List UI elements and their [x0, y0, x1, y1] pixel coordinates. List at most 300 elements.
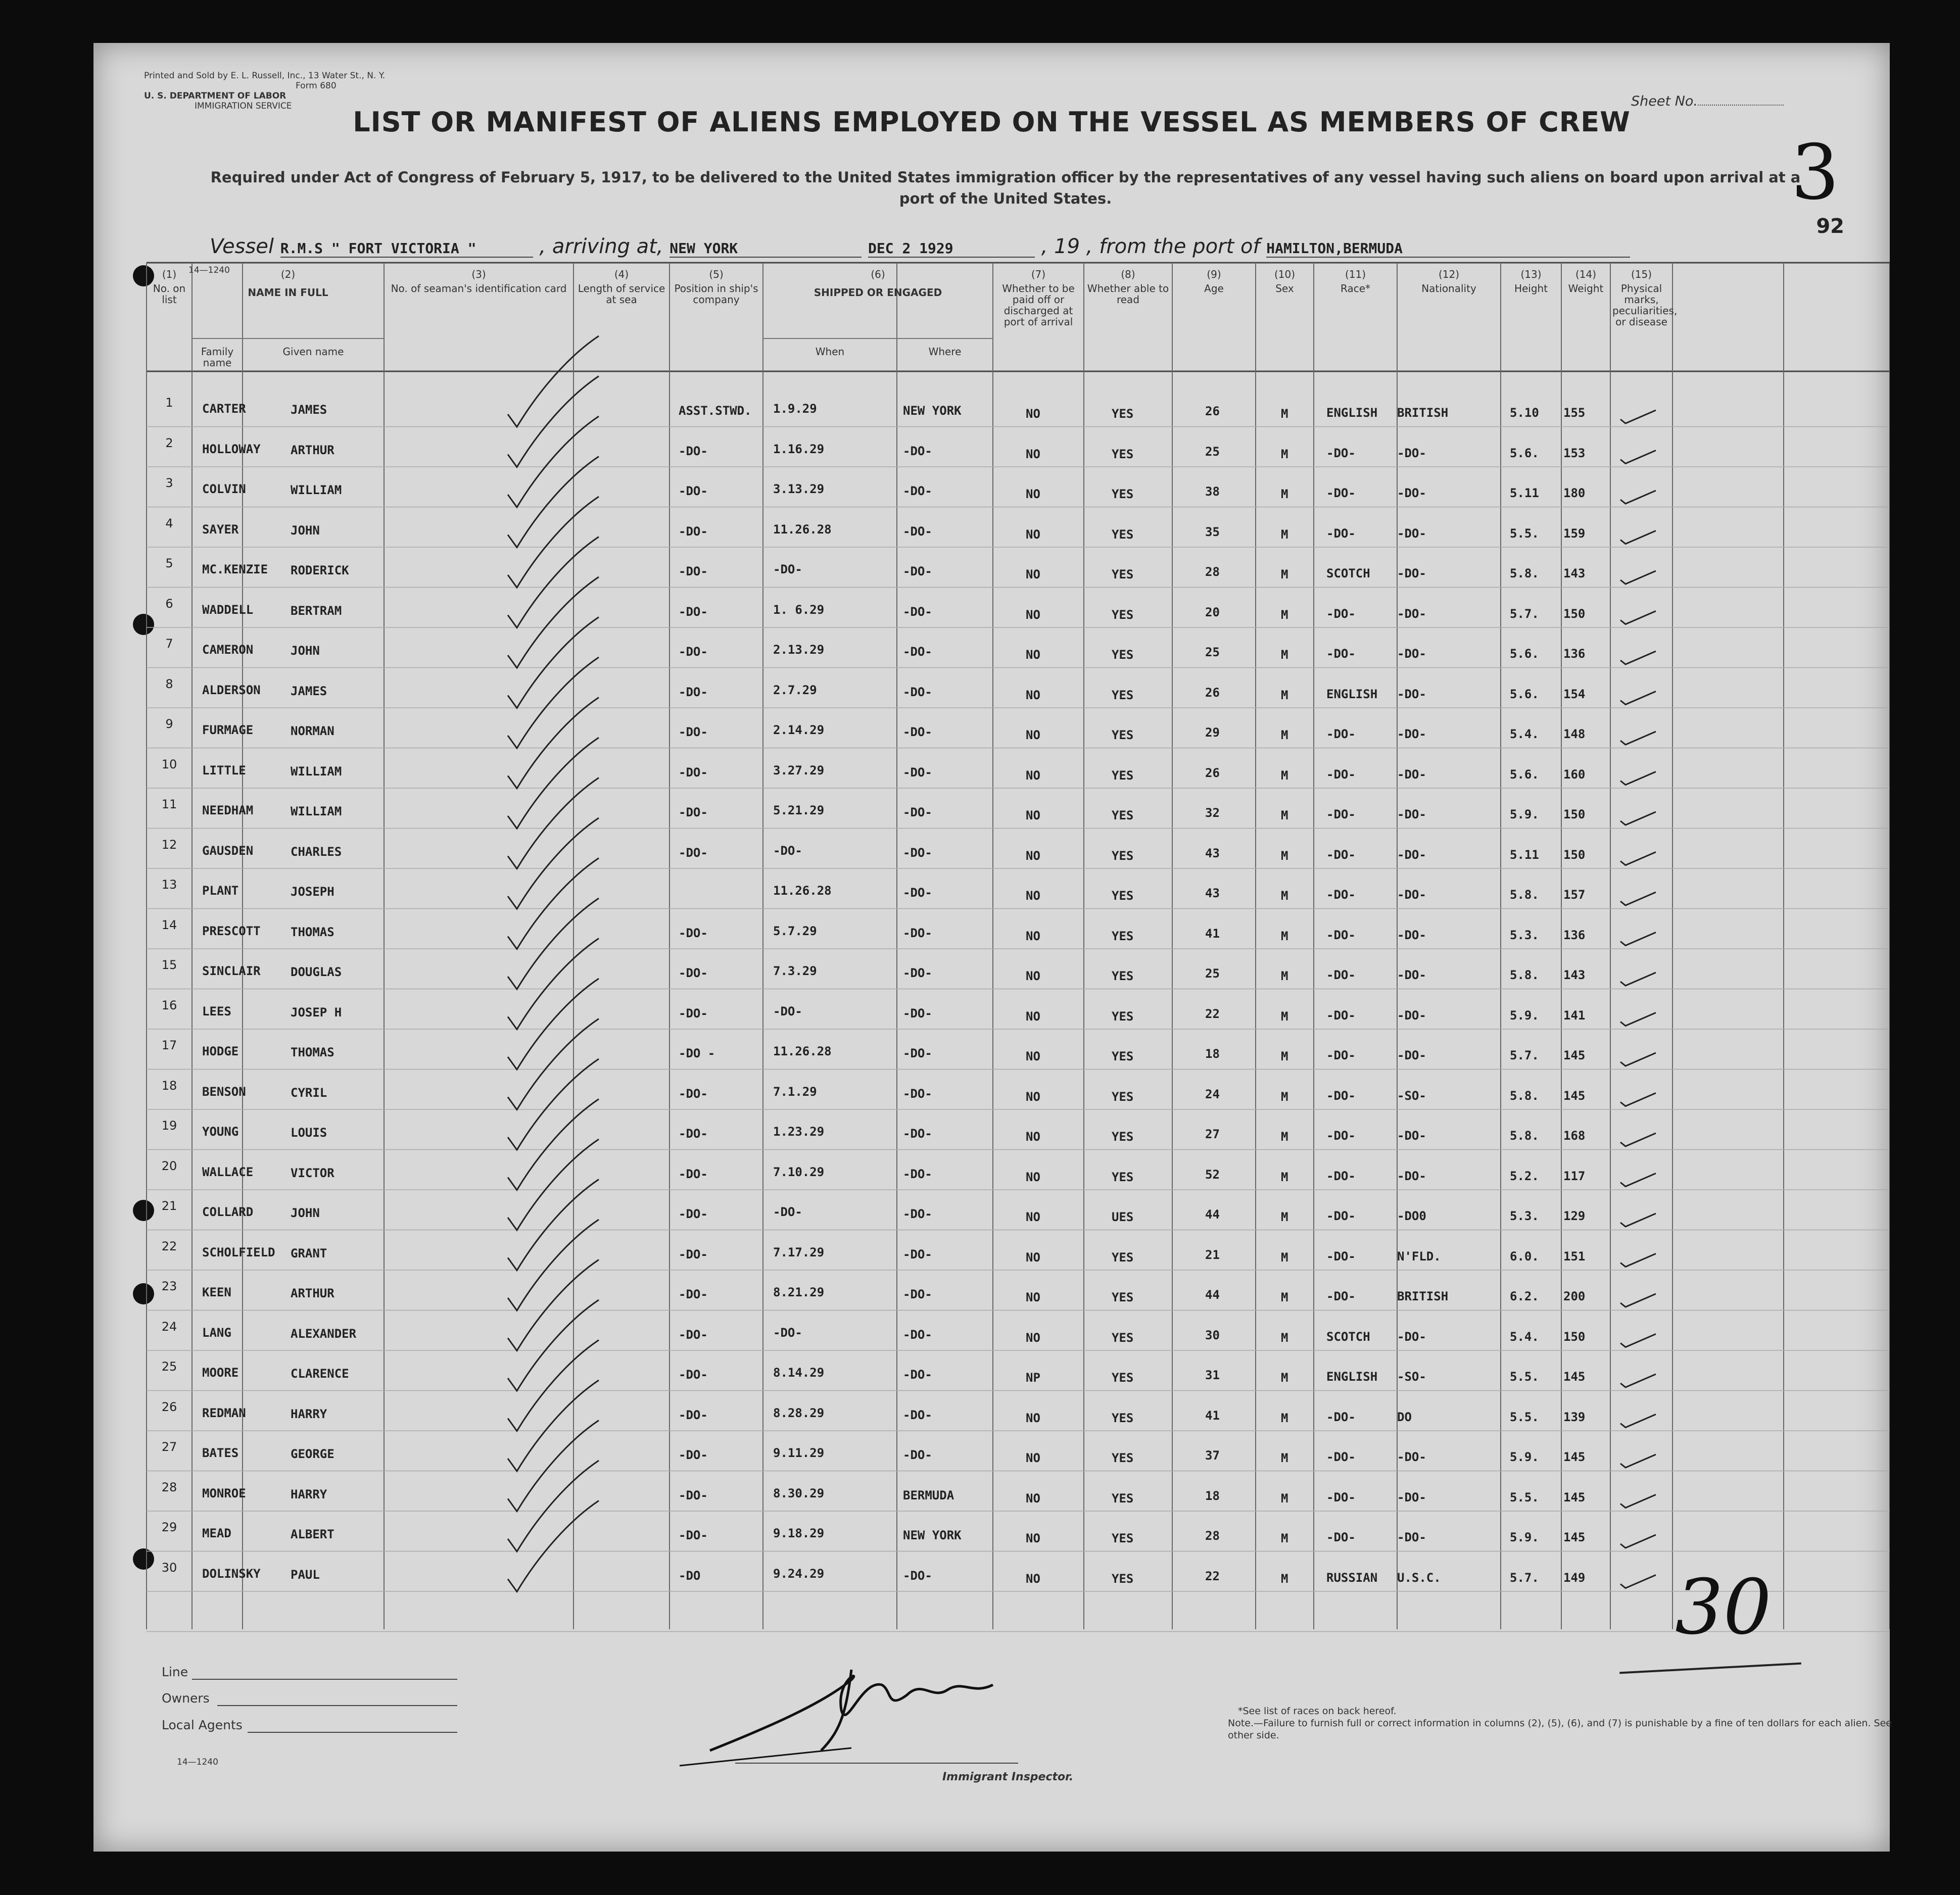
shipped-when: 1. 6.29: [773, 602, 825, 617]
row-number: 16: [161, 998, 177, 1012]
given-name: LOUIS: [291, 1126, 327, 1140]
nationality: -DO-: [1397, 807, 1426, 821]
sheet-number: 3: [1791, 129, 1839, 217]
family-name: SCHOLFIELD: [202, 1245, 275, 1259]
nationality: -DO-: [1397, 1169, 1426, 1183]
shipped-when: 1.9.29: [773, 402, 817, 416]
given-name: GEORGE: [291, 1447, 334, 1461]
paid-off: NO: [1026, 1571, 1040, 1586]
given-name: JOHN: [291, 644, 320, 658]
height: 5.10: [1510, 406, 1539, 420]
sex: M: [1281, 848, 1288, 863]
row-number: 7: [165, 637, 173, 651]
nationality: U.S.C.: [1397, 1570, 1441, 1585]
race: -DO-: [1326, 928, 1356, 942]
shipped-where: -DO-: [903, 604, 932, 619]
row-number: 26: [161, 1399, 177, 1414]
age: 26: [1205, 404, 1220, 418]
owners-label: Owners: [162, 1691, 210, 1706]
column-header-family-name: Family name: [201, 346, 234, 369]
check-mark-icon: [508, 858, 599, 949]
nationality: -DO-: [1397, 727, 1426, 741]
paid-off: NO: [1026, 688, 1040, 702]
sex: M: [1281, 648, 1288, 662]
tick-mark-icon: [1620, 571, 1656, 584]
able-to-read: YES: [1112, 567, 1134, 581]
height: 5.6.: [1510, 446, 1539, 460]
weight: 145: [1563, 1370, 1586, 1384]
family-name: CAMERON: [202, 643, 254, 657]
nationality: -DO-: [1397, 1490, 1426, 1504]
family-name: MONROE: [202, 1486, 246, 1500]
position: -DO-: [679, 1086, 708, 1101]
sex: M: [1281, 808, 1288, 822]
row-number: 3: [165, 476, 173, 490]
tick-mark-icon: [1620, 611, 1656, 624]
column-header-c5: Position in ship's company: [674, 282, 758, 306]
position: -DO-: [679, 1207, 708, 1221]
column-number: (3): [471, 268, 486, 280]
shipped-when: 11.26.28: [773, 522, 832, 537]
height: 5.6.: [1510, 687, 1539, 701]
sex: M: [1281, 607, 1288, 622]
shipped-where: -DO-: [903, 966, 932, 980]
able-to-read: YES: [1112, 929, 1134, 943]
age: 43: [1205, 846, 1220, 860]
height: 5.9.: [1510, 807, 1539, 821]
able-to-read: YES: [1112, 848, 1134, 863]
race: -DO-: [1326, 968, 1356, 982]
arrival-date: DEC 2 1929: [868, 240, 1035, 258]
able-to-read: YES: [1112, 808, 1134, 822]
given-name: DOUGLAS: [291, 965, 342, 979]
age: 18: [1205, 1488, 1220, 1503]
position: -DO -: [679, 1046, 715, 1060]
paid-off: NO: [1026, 1130, 1040, 1144]
age: 29: [1205, 725, 1220, 740]
shipped-when: 7.3.29: [773, 964, 817, 978]
paid-off: NO: [1026, 1531, 1040, 1545]
column-header-c4: Length of service at sea: [578, 282, 665, 306]
sex: M: [1281, 1330, 1288, 1345]
shipped-where: -DO-: [903, 725, 932, 739]
able-to-read: YES: [1112, 1089, 1134, 1104]
able-to-read: UES: [1112, 1210, 1134, 1224]
race: -DO-: [1326, 1289, 1356, 1303]
shipped-when: 8.30.29: [773, 1486, 825, 1500]
able-to-read: YES: [1112, 728, 1134, 742]
nationality: BRITISH: [1397, 1289, 1449, 1303]
row-number: 30: [161, 1560, 177, 1575]
vessel-name: R.M.S " FORT VICTORIA ": [280, 240, 533, 258]
age: 18: [1205, 1047, 1220, 1061]
able-to-read: YES: [1112, 1170, 1134, 1184]
weight: 150: [1563, 1329, 1586, 1344]
age: 25: [1205, 645, 1220, 659]
able-to-read: YES: [1112, 1491, 1134, 1505]
shipped-when: -DO-: [773, 1325, 802, 1340]
height: 5.9.: [1510, 1450, 1539, 1464]
given-name: JAMES: [291, 403, 327, 417]
position: -DO-: [679, 564, 708, 578]
sex: M: [1281, 527, 1288, 542]
paid-off: NO: [1026, 607, 1040, 622]
family-name: NEEDHAM: [202, 803, 254, 817]
race: -DO-: [1326, 486, 1356, 500]
position: -DO-: [679, 604, 708, 619]
position: -DO-: [679, 1448, 708, 1462]
position: -DO-: [679, 1407, 708, 1422]
nationality: -DO-: [1397, 847, 1426, 862]
given-name: ALBERT: [291, 1527, 334, 1541]
paid-off: NO: [1026, 1089, 1040, 1104]
age: 20: [1205, 605, 1220, 619]
inspector-label: Immigrant Inspector.: [942, 1771, 1074, 1783]
position: -DO-: [679, 765, 708, 780]
line-field: [192, 1679, 457, 1680]
race: -DO-: [1326, 888, 1356, 902]
height: 6.0.: [1510, 1249, 1539, 1264]
check-mark-icon: [508, 657, 599, 748]
paid-off: NO: [1026, 1330, 1040, 1345]
shipped-when: 7.1.29: [773, 1084, 817, 1099]
check-mark-icon: [508, 698, 599, 789]
height: 5.6.: [1510, 647, 1539, 661]
height: 5.9.: [1510, 1008, 1539, 1023]
height: 5.8.: [1510, 1129, 1539, 1143]
tick-mark-icon: [1620, 1174, 1656, 1187]
weight: 160: [1563, 767, 1586, 782]
age: 22: [1205, 1006, 1220, 1021]
column-header-when: When: [815, 346, 845, 358]
row-number: 11: [161, 797, 177, 811]
paid-off: NO: [1026, 527, 1040, 542]
page-number: 92: [1816, 215, 1844, 238]
position: -DO-: [679, 484, 708, 498]
paid-off: NP: [1026, 1371, 1040, 1385]
paid-off: NO: [1026, 447, 1040, 461]
nationality: -DO0: [1397, 1209, 1426, 1223]
shipped-when: 1.16.29: [773, 442, 825, 456]
check-mark-icon: [508, 416, 599, 507]
sex: M: [1281, 1089, 1288, 1104]
family-name: GAUSDEN: [202, 843, 254, 858]
height: 5.3.: [1510, 928, 1539, 942]
age: 27: [1205, 1127, 1220, 1141]
height: 5.5.: [1510, 1410, 1539, 1424]
paid-off: NO: [1026, 808, 1040, 822]
position: -DO-: [679, 1127, 708, 1141]
row-number: 9: [165, 717, 173, 731]
weight: 180: [1563, 486, 1586, 500]
height: 5.2.: [1510, 1169, 1539, 1183]
family-name: LEES: [202, 1004, 231, 1018]
race: ENGLISH: [1326, 687, 1378, 701]
row-number: 2: [165, 435, 173, 450]
paid-off: NO: [1026, 648, 1040, 662]
age: 28: [1205, 1529, 1220, 1543]
column-number: (15): [1631, 268, 1652, 280]
race: -DO-: [1326, 446, 1356, 460]
shipped-where: -DO-: [903, 1086, 932, 1101]
column-number: (7): [1031, 268, 1046, 280]
tick-mark-icon: [1620, 852, 1656, 865]
nationality: -DO-: [1397, 888, 1426, 902]
given-name: CYRIL: [291, 1085, 327, 1100]
able-to-read: YES: [1112, 768, 1134, 783]
position: -DO-: [679, 685, 708, 699]
position: -DO-: [679, 1488, 708, 1502]
tick-mark-icon: [1620, 410, 1656, 423]
given-name: NORMAN: [291, 724, 334, 738]
height: 5.4.: [1510, 727, 1539, 741]
nationality: -DO-: [1397, 647, 1426, 661]
row-number: 6: [165, 596, 173, 611]
height: 5.6.: [1510, 767, 1539, 782]
family-name: WADDELL: [202, 602, 254, 617]
race: ENGLISH: [1326, 1370, 1378, 1384]
column-header-c15: Physical marks, peculiarities, or disease: [1612, 282, 1678, 328]
age: 32: [1205, 806, 1220, 820]
weight: 150: [1563, 606, 1586, 621]
given-name: JOSEP H: [291, 1005, 342, 1019]
paid-off: NO: [1026, 768, 1040, 783]
given-name: ARTHUR: [291, 1286, 334, 1300]
sex: M: [1281, 487, 1288, 501]
shipped-when: 9.24.29: [773, 1566, 825, 1581]
shipped-when: 7.17.29: [773, 1245, 825, 1259]
given-name: RODERICK: [291, 563, 349, 577]
able-to-read: YES: [1112, 1330, 1134, 1345]
able-to-read: YES: [1112, 487, 1134, 501]
row-number: 22: [161, 1239, 177, 1253]
age: 22: [1205, 1569, 1220, 1583]
race: -DO-: [1326, 1249, 1356, 1264]
shipped-where: -DO-: [903, 1368, 932, 1382]
column-header-c10: Sex: [1275, 282, 1294, 295]
able-to-read: YES: [1112, 1130, 1134, 1144]
row-number: 8: [165, 676, 173, 691]
shipped-when: 7.10.29: [773, 1164, 825, 1179]
paid-off: NO: [1026, 889, 1040, 903]
check-mark-icon: [508, 1340, 599, 1431]
age: 44: [1205, 1207, 1220, 1222]
paid-off: NO: [1026, 407, 1040, 421]
shipped-when: 9.11.29: [773, 1446, 825, 1460]
weight: 168: [1563, 1129, 1586, 1143]
column-header-c13: Height: [1514, 282, 1548, 295]
race: -DO-: [1326, 727, 1356, 741]
paid-off: NO: [1026, 1170, 1040, 1184]
family-name: MC.KENZIE: [202, 562, 268, 576]
weight: 139: [1563, 1410, 1586, 1424]
column-header-c12: Nationality: [1421, 282, 1476, 295]
given-name: BERTRAM: [291, 603, 342, 618]
age: 41: [1205, 926, 1220, 941]
row-number: 29: [161, 1520, 177, 1534]
age: 37: [1205, 1448, 1220, 1463]
weight: 150: [1563, 847, 1586, 862]
sex: M: [1281, 889, 1288, 903]
paid-off: NO: [1026, 1411, 1040, 1425]
tick-mark-icon: [1620, 1013, 1656, 1026]
tick-mark-icon: [1620, 1334, 1656, 1347]
shipped-where: -DO-: [903, 564, 932, 578]
given-name: HARRY: [291, 1487, 327, 1501]
shipped-where: -DO-: [903, 1247, 932, 1261]
nationality: -DO-: [1397, 928, 1426, 942]
tick-mark-icon: [1620, 1254, 1656, 1267]
manifest-sheet: [93, 43, 1890, 1852]
family-name: PLANT: [202, 884, 239, 898]
given-name: JOHN: [291, 1206, 320, 1220]
shipped-when: 2.7.29: [773, 683, 817, 697]
family-name: SINCLAIR: [202, 964, 261, 978]
family-name: PRESCOTT: [202, 924, 261, 938]
nationality: -DO-: [1397, 1008, 1426, 1023]
weight: 200: [1563, 1289, 1586, 1303]
check-mark-icon: [508, 1220, 599, 1310]
tick-mark-icon: [1620, 892, 1656, 905]
weight: 153: [1563, 446, 1586, 460]
sheet-number-label: Sheet No.: [1631, 93, 1784, 109]
given-name: PAUL: [291, 1567, 320, 1582]
paid-off: NO: [1026, 1049, 1040, 1063]
check-mark-icon: [508, 617, 599, 708]
shipped-where: -DO-: [903, 1127, 932, 1141]
sex: M: [1281, 969, 1288, 983]
tick-mark-icon: [1620, 973, 1656, 986]
row-number: 19: [161, 1119, 177, 1133]
weight: 150: [1563, 807, 1586, 821]
given-name: VICTOR: [291, 1165, 334, 1180]
given-name: JAMES: [291, 684, 327, 698]
check-mark-icon: [508, 537, 599, 628]
column-number: (12): [1438, 268, 1460, 280]
able-to-read: YES: [1112, 1371, 1134, 1385]
able-to-read: YES: [1112, 648, 1134, 662]
height: 5.8.: [1510, 566, 1539, 580]
column-number: (8): [1121, 268, 1135, 280]
paid-off: NO: [1026, 1250, 1040, 1265]
shipped-where: -DO-: [903, 845, 932, 860]
family-name: LANG: [202, 1325, 231, 1340]
sex: M: [1281, 1371, 1288, 1385]
row-number: 21: [161, 1199, 177, 1213]
able-to-read: YES: [1112, 1009, 1134, 1024]
sex: M: [1281, 1049, 1288, 1063]
able-to-read: YES: [1112, 607, 1134, 622]
nationality: N'FLD.: [1397, 1249, 1441, 1264]
height: 5.7.: [1510, 1048, 1539, 1062]
local-agents-field: [248, 1732, 457, 1733]
shipped-where: -DO-: [903, 444, 932, 458]
race: SCOTCH: [1326, 1329, 1370, 1344]
given-name: THOMAS: [291, 925, 334, 939]
race: -DO-: [1326, 526, 1356, 541]
height: 5.8.: [1510, 1088, 1539, 1103]
race: -DO-: [1326, 847, 1356, 862]
arriving-at: NEW YORK: [670, 240, 862, 258]
height: 5.9.: [1510, 1530, 1539, 1544]
able-to-read: YES: [1112, 1049, 1134, 1063]
position: -DO-: [679, 1167, 708, 1181]
column-header-c9: Age: [1204, 282, 1224, 295]
weight: 143: [1563, 566, 1586, 580]
vessel-line: Vessel R.M.S " FORT VICTORIA " , arriving at, NEW YORK DEC 2 1929 , 19 , from the port of HAMILTON,BERMUDA: [210, 235, 1827, 258]
shipped-when: -DO-: [773, 1004, 802, 1018]
able-to-read: YES: [1112, 1451, 1134, 1465]
age: 26: [1205, 765, 1220, 780]
paid-off: NO: [1026, 728, 1040, 742]
shipped-where: -DO-: [903, 765, 932, 780]
column-number: (4): [614, 268, 629, 280]
given-name: JOSEPH: [291, 885, 334, 899]
weight: 159: [1563, 526, 1586, 541]
total-count: 30: [1675, 1564, 1772, 1651]
weight: 136: [1563, 647, 1586, 661]
printer-imprint: Printed and Sold by E. L. Russell, Inc., 13 Water St., N. Y. Form 680 U. S. DEPARTMENT OF LABOR IMMIGRATION SERVICE: [144, 71, 386, 111]
position: -DO-: [679, 1287, 708, 1301]
height: 5.7.: [1510, 1570, 1539, 1585]
check-mark-icon: [508, 1461, 599, 1551]
sex: M: [1281, 1491, 1288, 1505]
shipped-when: 5.21.29: [773, 803, 825, 817]
family-name: SAYER: [202, 522, 239, 537]
column-header-c14: Weight: [1568, 282, 1604, 295]
weight: 136: [1563, 928, 1586, 942]
shipped-when: 3.13.29: [773, 482, 825, 496]
nationality: -DO-: [1397, 486, 1426, 500]
shipped-where: -DO-: [903, 1207, 932, 1221]
height: 5.11: [1510, 847, 1539, 862]
row-number: 24: [161, 1319, 177, 1334]
tick-mark-icon: [1620, 1374, 1656, 1387]
check-mark-icon: [508, 1260, 599, 1351]
tick-mark-icon: [1620, 451, 1656, 464]
column-number: (10): [1274, 268, 1296, 280]
sex: M: [1281, 688, 1288, 702]
check-mark-icon: [508, 1300, 599, 1391]
age: 30: [1205, 1328, 1220, 1342]
paid-off: NO: [1026, 848, 1040, 863]
sex: M: [1281, 1250, 1288, 1265]
age: 52: [1205, 1167, 1220, 1182]
sex: M: [1281, 1009, 1288, 1024]
shipped-where: NEW YORK: [903, 404, 962, 418]
row-number: 12: [161, 837, 177, 852]
nationality: DO: [1397, 1410, 1412, 1424]
row-number: 14: [161, 917, 177, 932]
nationality: -SO-: [1397, 1088, 1426, 1103]
able-to-read: YES: [1112, 407, 1134, 421]
age: 31: [1205, 1368, 1220, 1382]
given-name: THOMAS: [291, 1045, 334, 1059]
owners-field: [217, 1705, 457, 1706]
age: 38: [1205, 484, 1220, 499]
page-subtitle: Required under Act of Congress of February 5, 1917, to be delivered to the United States immigration officer by the representatives of any vessel having such aliens on board upon arrival at a port of the United States.: [210, 169, 1801, 207]
nationality: -DO-: [1397, 1329, 1426, 1344]
paid-off: NO: [1026, 1491, 1040, 1505]
tick-mark-icon: [1620, 812, 1656, 825]
tick-mark-icon: [1620, 1535, 1656, 1548]
given-name: CLARENCE: [291, 1367, 349, 1381]
tick-mark-icon: [1620, 1415, 1656, 1428]
paid-off: NO: [1026, 969, 1040, 983]
shipped-where: -DO-: [903, 1568, 932, 1583]
family-name: LITTLE: [202, 763, 246, 778]
race: -DO-: [1326, 767, 1356, 782]
